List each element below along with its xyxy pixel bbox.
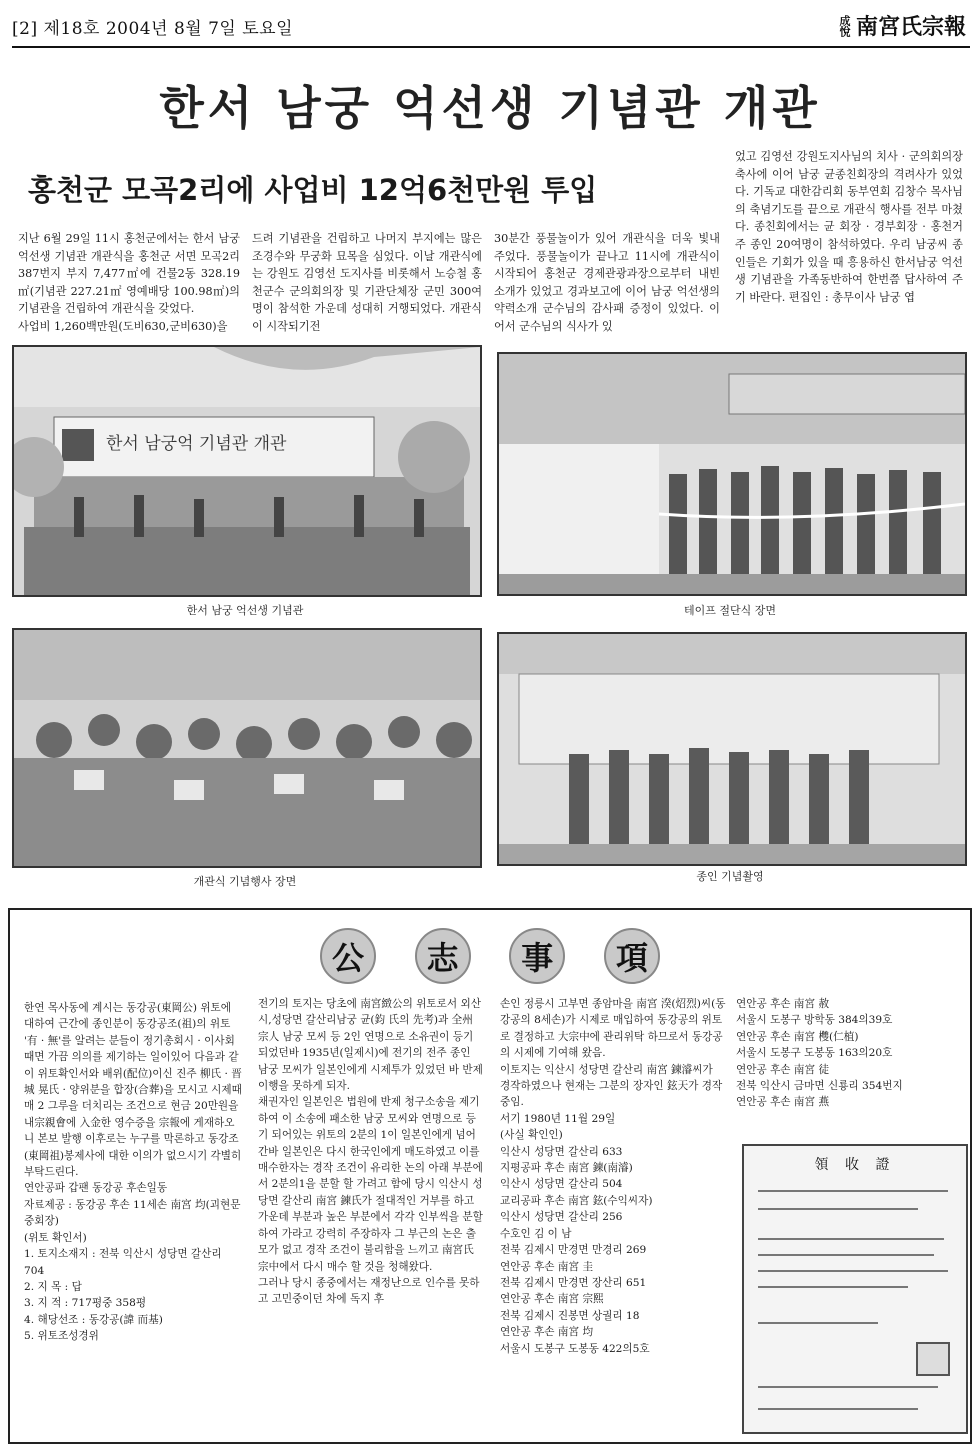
receipt-document-title: 領 收 證: [814, 1157, 896, 1173]
photo-tape-cutting-image: [499, 354, 965, 594]
photo-ceremony-event: [12, 628, 482, 868]
notice-column-3: 손인 정릉시 고부면 종암마을 南宮 湀(炤烈)씨(동강공의 8세손)가 시제로 매입하여 동강공의 위토로 결정하고 大宗中에 관리위탁 하므로서 동강공의 시제에 기여해 왔음. 이토지는 익산시 성당면 갈산리 南宮 鍊濬씨가 경작하였으나 현재는 그분의 장자인 鉉天가 경작 중임. 서기 1980년 11월 29일 (사실 확인인) 익산시 성당면 갈산리 633 지평공파 후손 南宮 鍊(南濬) 익산시 성당면 갈산리 504 교리공파 후손 南宮 鉉(수익씨자) 익산시 성당면 갈산리 256 수호인 김 이 남 전북 김제시 만경면 만경리 269 연안공 후손 南宮 圭 전북 김제시 만경면 장산리 651 연안공 후손 南宮 宗熙 전북 김제시 진봉면 상궐리 18 연안공 후손 南宮 均 서울시 도봉구 도봉동 422의5호: [500, 998, 726, 1355]
handwriting-line: [758, 1286, 908, 1288]
issue-line: [2] 제18호 2004년 8월 7일 토요일: [12, 19, 294, 39]
handwriting-line: [758, 1408, 918, 1410]
paper-nameplate-title: 南宮氏宗報: [855, 14, 966, 40]
photo-memorial-hall: [12, 345, 482, 597]
masthead: [12, 6, 970, 48]
article-headline: 한서 남궁 억선생 기념관 개관: [159, 81, 821, 135]
caption-tape-cutting: 테이프 절단식 장면: [683, 604, 776, 617]
handwriting-line: [758, 1322, 878, 1324]
photo-ceremony-event-image: [14, 630, 480, 866]
photo-group-image: [499, 634, 965, 864]
handwriting-line: [758, 1270, 948, 1272]
notice-column-4: 연안공 후손 南宮 赦 서울시 도봉구 방학동 384의39호 연안공 후손 南宮 欆(仁植) 서울시 도봉구 도봉동 163의20호 연안공 후손 南宮 徒 전북 익산시 금마면 신룡리 354번지 연안공 후손 南宮 燕: [736, 998, 903, 1109]
article-subheadline: 홍천군 모곡2리에 사업비 12억6천만원 투입: [28, 173, 598, 207]
article-column-4: 었고 김영선 강원도지사님의 치사 · 군의회의장 축사에 이어 남궁 균종친회장의 격려사가 있었다. 기독교 대한감리회 동부연회 김창수 목사님의 축념기도를 끝으로 개관식 행사를 전부 마쳤다. 종친회에서는 균 회장 · 경부회장 · 홍천거주 종인 20여명이 참석하였다. 우리 남궁씨 종인들은 기회가 있을 때 흥용하신 한서남궁 억선생 기념관을 가족동반하여 한번쯤 답사하여 주기 바란다. 편집인 : 총무이사 남궁 엽: [735, 150, 963, 304]
notice-title-char: 項: [604, 928, 660, 984]
handwriting-line: [758, 1254, 934, 1256]
caption-ceremony-event: 개관식 기념행사 장면: [193, 875, 297, 888]
notice-title-char: 志: [415, 928, 471, 984]
notice-title-char: 事: [509, 928, 565, 984]
paper-nameplate-small: 成悅: [837, 14, 851, 37]
article-column-3: 30분간 풍물놀이가 있어 개관식을 더욱 빛내주었다. 풍물놀이가 끝나고 11시에 개관식이 시작되어 홍천군 경제관광과장으로부터 내빈소개가 있었고 경과보고에 이어 남궁 억선생의 약력소개 군수님의 감사패 증정이 있었다. 이어서 군수님의 식사가 있: [494, 232, 720, 333]
notice-title-char: 公: [320, 928, 376, 984]
handwriting-line: [758, 1386, 938, 1388]
article-column-1: 지난 6월 29일 11시 홍천군에서는 한서 남궁 억선생 기념관 개관식을 홍천군 서면 모곡2리 387번지 부지 7,477㎡에 건물2동 328.19㎡(기념관 227.21㎡ 영예배당 100.98㎡)의 기념관을 건립하여 개관식을 갖었다. 사업비 1,260백만원(도비630,군비630)을: [18, 232, 240, 333]
banner-sign: 한서 남궁억 기념관 개관: [106, 434, 287, 454]
photo-group: [497, 632, 967, 866]
notice-title: [320, 928, 660, 984]
notice-column-1: 한연 목사동에 계시는 동강공(東岡公) 위토에 대하여 근간에 종인분이 동강공조(祖)의 위토 '有 · 無'를 알려는 분들이 정기총회시 · 이사회때면 가끔 의의를 제기하는 일이있어 다음과 같이 위토확인서와 배위(配位)이신 진주 柳氏 · 晋城 晃氏 · 양위분을 합장(合葬)을 모시고 시제때 매 2 그루을 더치리는 조건으로 현금 20만원을 내宗親會에 入金한 영수증을 宗報에 게재하오니 본보 발행 이후로는 누구를 막론하고 동강조(東岡祖)봉제사에 대한 이의가 없으시기 각별히 부탁드린다. 연안공파 갑팬 동강공 후손일동 자료제공 : 동강공 후손 11세손 南宮 均(괴현문중회장) (위토 확인서) 1. 토지소재지 : 전북 익산시 성당면 갈산리 704 2. 지 목 : 답 3. 지 적 : 717평중 358평 4. 해당선조 : 동강공(諱 而基) 5. 위토조성경위: [24, 1002, 242, 1343]
article-column-2: 드려 기념관을 건립하고 나머지 부지에는 많은 조경수와 무궁화 묘목을 심었다. 이날 개관식에는 강원도 김영선 도지사를 비롯해서 노승철 홍천군수 군의회의장 및 기관단체장 군민 300여명이 참석한 가운데 성대히 거행되었다. 개관식이 시작되기전: [252, 232, 482, 333]
handwriting-line: [758, 1208, 918, 1210]
paper-nameplate: [838, 10, 966, 41]
receipt-document-image: [742, 1144, 968, 1434]
caption-group-photo: 종인 기념촬영: [696, 870, 764, 883]
handwriting-line: [758, 1238, 944, 1240]
photo-tape-cutting: [497, 352, 967, 596]
photo-memorial-hall-image: [14, 347, 480, 595]
notice-column-2: 전기의 토지는 당초에 南宮緻公의 위토로서 외산시,성당면 갈산리남궁 균(鈞 氏의 先考)과 全州 宗人 남궁 모씨 등 2인 연명으로 소유권이 등기 되었던바 1935년(일제시)에 전기의 전주 종인 남궁 모씨가 일본인에게 시제투가 있었던 바 반제이행을 못하게 되자. 채권자인 일본인은 법원에 반제 청구소송을 제기하여 이 소송에 패소한 남궁 모씨와 연명으로 등기 되어있는 위토의 2분의 1이 일본인에게 넘어간바 일본인은 다시 한국인에게 매도하였고 이를 매수한자는 경작 조건이 유리한 논의 아래 부분에서 2분의1을 분할 할 가려고 함에 당시 익산시 성당면 갈산리 南宮 鍊氏가 절대적인 거부를 하고 가운데 부분과 높은 부분에서 각각 인부씩을 분할하여 가라고 강력히 주장하자 그 부근의 논은 출모가 없고 경작 조건이 불리함을 느끼고 南宮氏 宗中에서 다시 매수 할 것을 청해왔다. 그러나 당시 종중에서는 재정난으로 인수를 못하고 고민중이던 차에 독지 후: [258, 998, 483, 1306]
caption-memorial-hall: 한서 남궁 억선생 기념관: [186, 604, 304, 617]
seal-stamp: [916, 1342, 950, 1376]
handwriting-line: [758, 1190, 948, 1192]
